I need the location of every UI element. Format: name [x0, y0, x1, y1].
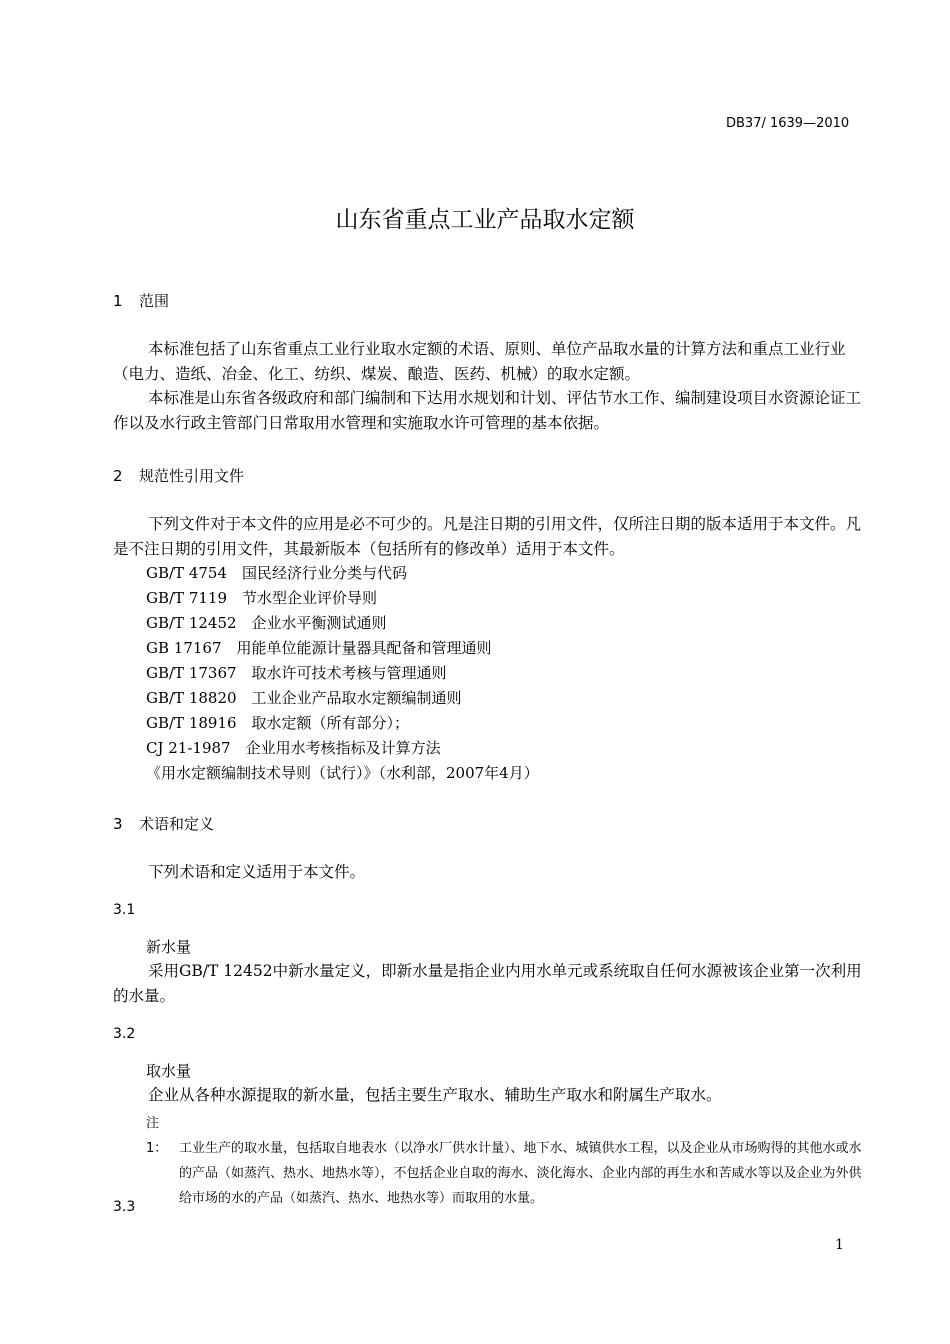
section-3-heading [113, 813, 214, 834]
section-2-heading [113, 465, 244, 486]
reference-item: GB/T 7119 节水型企业评价导则 [146, 589, 378, 607]
subsection-number: 3.2 [113, 1026, 136, 1042]
reference-item: GB 17167 用能单位能源计量器具配备和管理通则 [146, 639, 492, 657]
subsection-number: 3.3 [113, 1199, 136, 1215]
note [146, 1111, 862, 1211]
standard-number: DB37/ 1639—2010 [726, 116, 850, 131]
term-name: 新水量 [146, 938, 192, 956]
note-label: 注1： [146, 1116, 168, 1156]
section-title: 术语和定义 [139, 815, 215, 833]
reference-item: GB/T 18820 工业企业产品取水定额编制通则 [146, 689, 462, 707]
term-definition: 企业从各种水源提取的新水量，包括主要生产取水、辅助生产取水和附属生产取水。 [148, 1086, 722, 1104]
section-number: 1 [113, 292, 123, 310]
paragraph: 下列文件对于本文件的应用是必不可少的。凡是注日期的引用文件，仅所注日期的版本适用于本文件。凡是不注日期的引用文件，其最新版本（包括所有的修改单）适用于本文件。 [113, 515, 862, 558]
section-number: 3 [113, 815, 123, 833]
subsection-number: 3.1 [113, 902, 136, 918]
section-1-heading [113, 290, 169, 311]
reference-item: CJ 21-1987 企业用水考核指标及计算方法 [146, 739, 441, 757]
paragraph: 下列术语和定义适用于本文件。 [148, 863, 366, 881]
term-name: 取水量 [146, 1062, 192, 1080]
reference-item: GB/T 18916 取水定额（所有部分）； [146, 714, 410, 732]
section-number: 2 [113, 467, 123, 485]
reference-item: GB/T 17367 取水许可技术考核与管理通则 [146, 664, 447, 682]
term-definition: 采用GB/T 12452中新水量定义，即新水量是指企业内用水单元或系统取自任何水源被该企业第一次利用的水量。 [113, 962, 862, 1005]
reference-item: GB/T 4754 国民经济行业分类与代码 [146, 564, 408, 582]
reference-item: 《用水定额编制技术导则（试行）》（水利部，2007年4月） [146, 764, 539, 782]
document-title: 山东省重点工业产品取水定额 [335, 207, 635, 233]
note-text: 工业生产的取水量，包括取自地表水（以净水厂供水计量）、地下水、城镇供水工程，以及企业从市场购得的其他水或水的产品（如蒸汽、热水、地热水等），不包括企业自取的海水、淡化海水、企业内部的再生水和苦咸水等以及企业为外供给市场的水的产品（如蒸汽、热水、地热水等）而取用的水量。 [179, 1141, 862, 1206]
page-number: 1 [835, 1237, 844, 1253]
paragraph: 本标准包括了山东省重点工业行业取水定额的术语、原则、单位产品取水量的计算方法和重点工业行业（电力、造纸、冶金、化工、纺织、煤炭、酿造、医药、机械）的取水定额。 [113, 340, 846, 383]
section-title: 规范性引用文件 [139, 467, 245, 485]
paragraph: 本标准是山东省各级政府和部门编制和下达用水规划和计划、评估节水工作、编制建设项目水资源论证工作以及水行政主管部门日常取用水管理和实施取水许可管理的基本依据。 [113, 389, 862, 432]
section-title: 范围 [139, 292, 170, 310]
reference-item: GB/T 12452 企业水平衡测试通则 [146, 614, 387, 632]
